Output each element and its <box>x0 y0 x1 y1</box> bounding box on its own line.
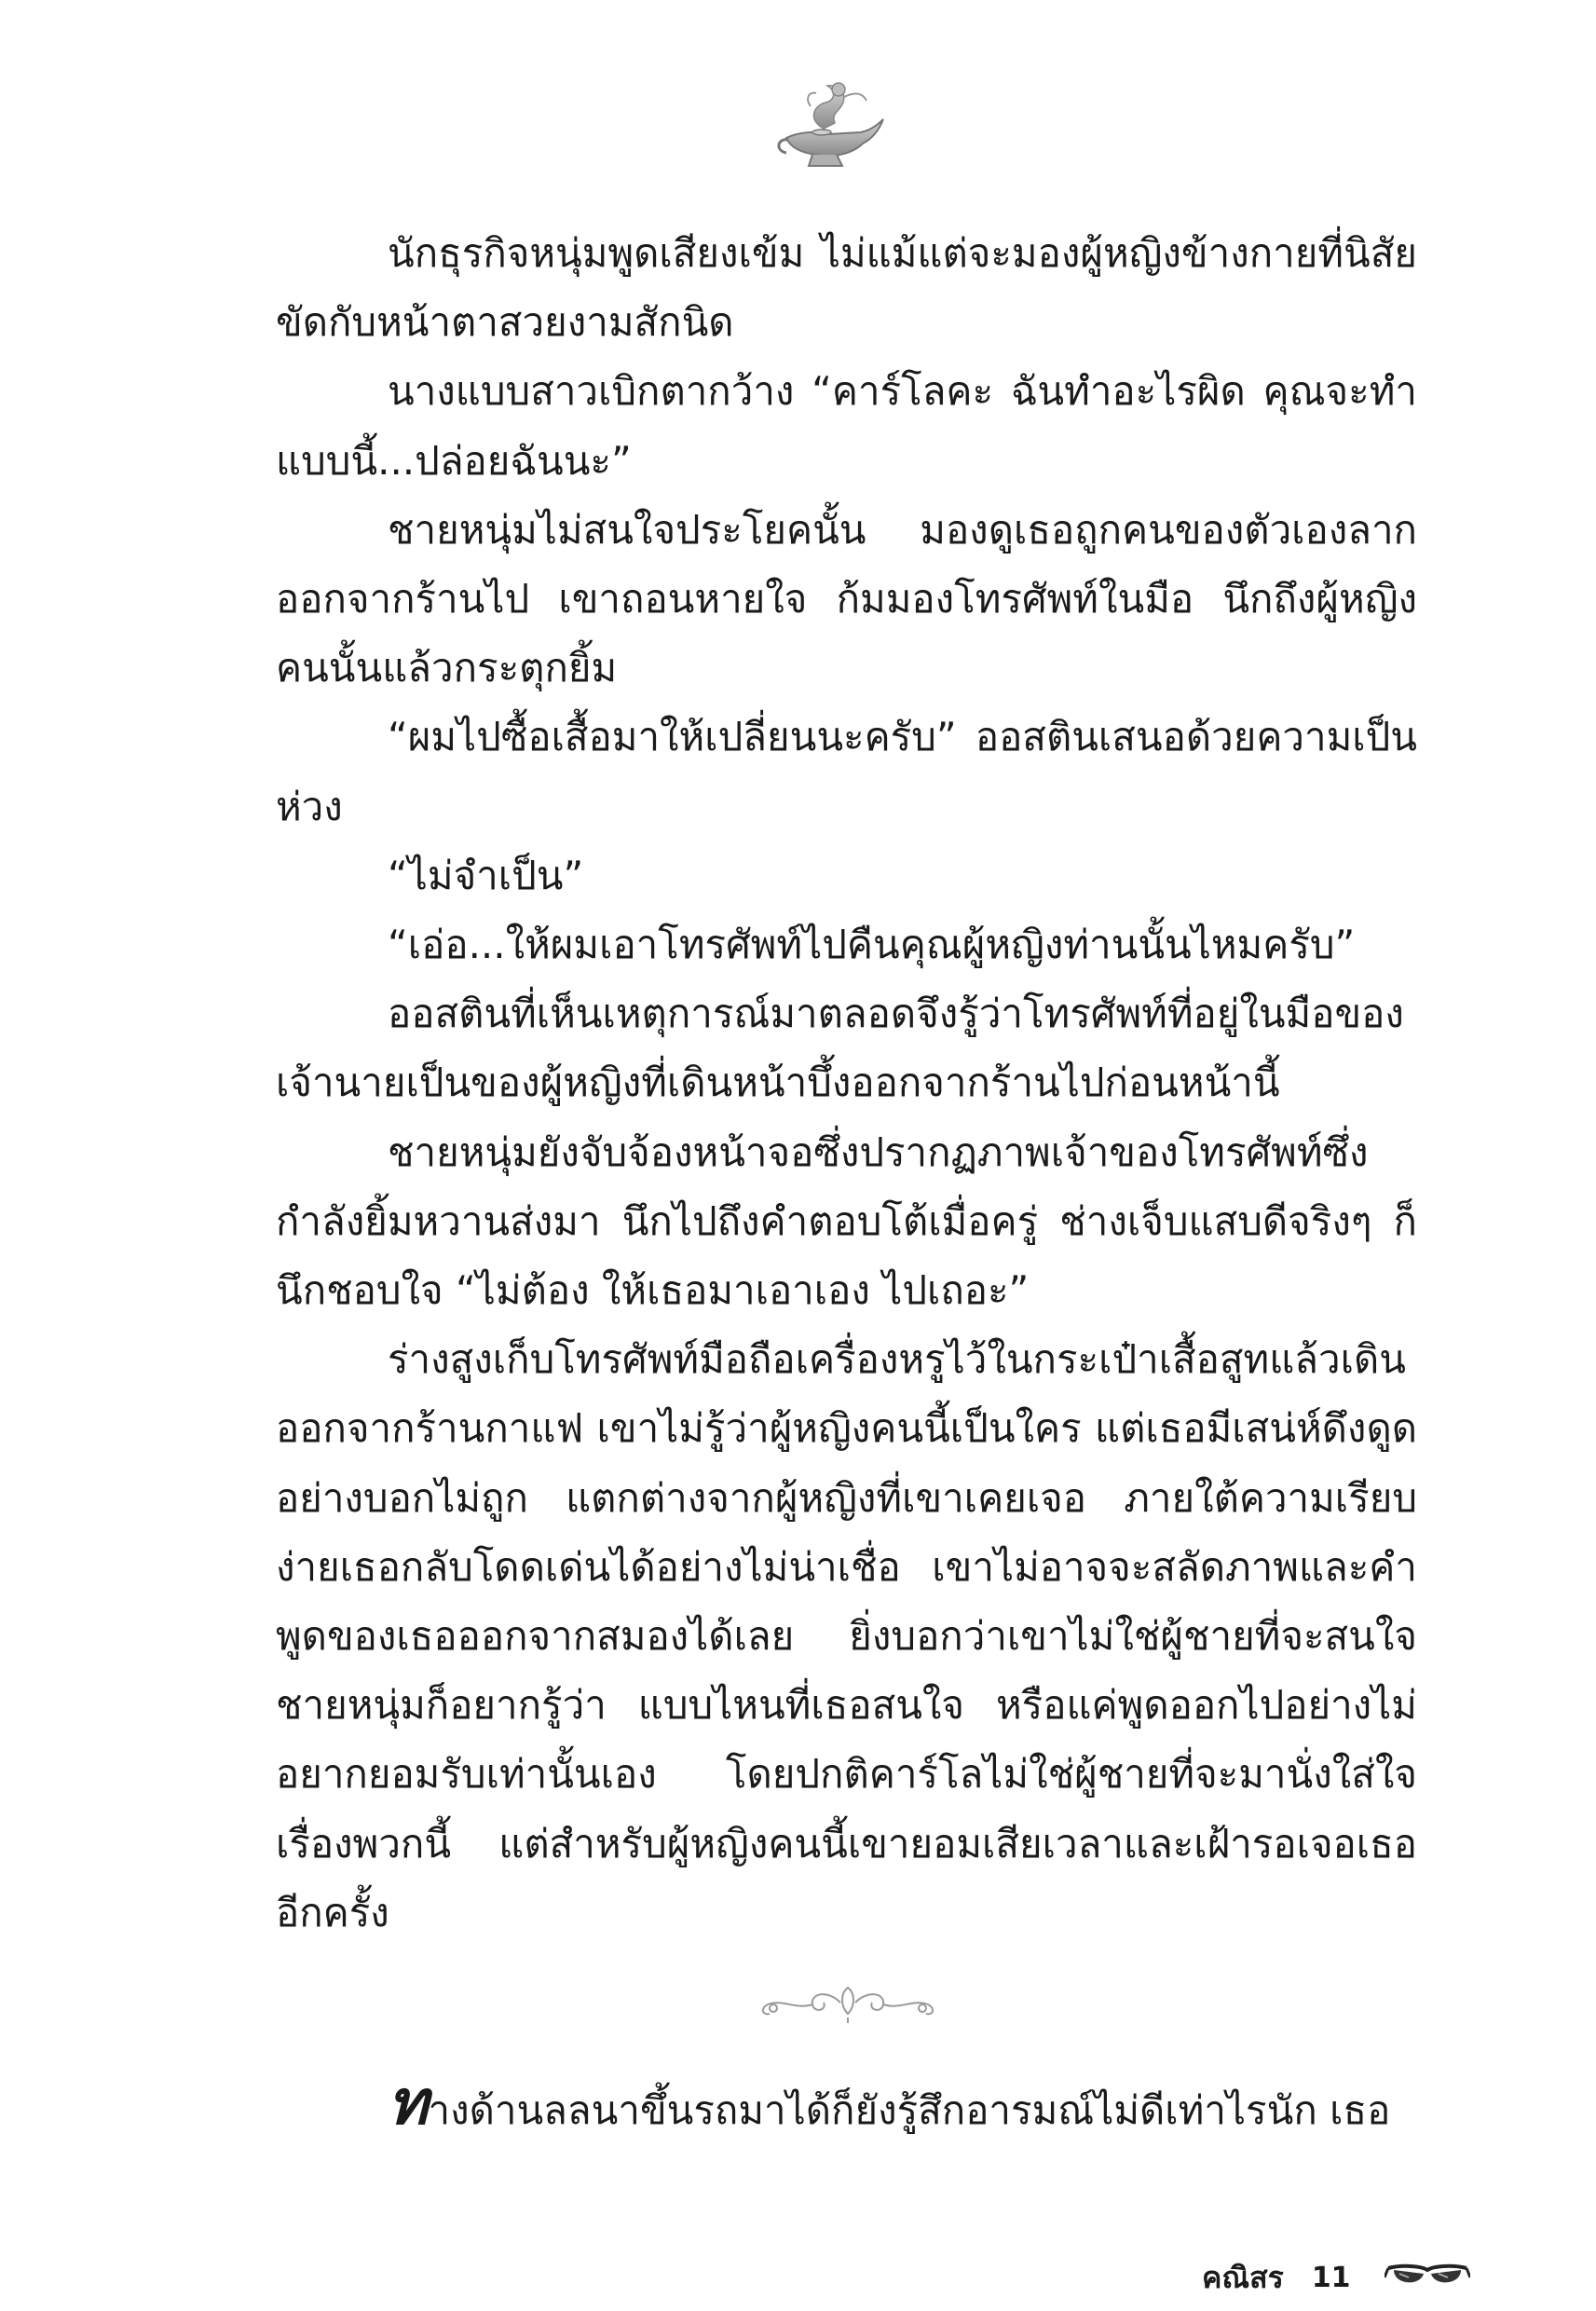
opening-paragraph <box>276 2066 1417 2145</box>
paragraph: ชายหนุ่มไม่สนใจประโยคนั้น มองดูเธอถูกคนของตัวเองลากออกจากร้านไป เขาถอนหายใจ ก้มมองโทรศัพท์ในมือ นึกถึงผู้หญิงคนนั้นแล้วกระตุกยิ้ม <box>276 506 1417 691</box>
ornamental-divider-icon <box>755 1980 941 2025</box>
paragraph: “ผมไปซื้อเสื้อมาให้เปลี่ยนนะครับ” ออสตินเสนอด้วยความเป็นห่วง <box>276 714 1417 829</box>
page-number: 11 <box>1311 2261 1351 2294</box>
paragraph-text: างด้านลลนาขึ้นรถมาได้ก็ยังรู้สึกอารมณ์ไม่ดีเท่าไรนัก เธอ <box>428 2087 1391 2133</box>
genie-lamp-icon <box>770 73 891 175</box>
body-text <box>276 219 1417 1948</box>
page-footer <box>1202 2253 1509 2302</box>
author-name: คณิสร <box>1202 2259 1284 2295</box>
paragraph: นางแบบสาวเบิกตากว้าง “คาร์โลคะ ฉันทำอะไรผิด คุณจะทำแบบนี้...ปล่อยฉันนะ” <box>276 368 1417 484</box>
paragraph: “ไม่จำเป็น” <box>388 852 584 898</box>
paragraph: ร่างสูงเก็บโทรศัพท์มือถือเครื่องหรูไว้ในกระเป๋าเสื้อสูทแล้วเดินออกจากร้านกาแฟ เขาไม่รู้ว่าผู้หญิงคนนี้เป็นใคร แต่เธอมีเสน่ห์ดึงดูดอย่างบอกไม่ถูก แตกต่างจากผู้หญิงที่เขาเคยเจอ ภายใต้ความเรียบง่ายเธอกลับโดดเด่นได้อย่างไม่น่าเชื่อ เขาไม่อาจจะสลัดภาพและคำพูดของเธอออกจากสมองได้เลย ยิ่งบอกว่าเขาไม่ใช่ผู้ชายที่จะสนใจชายหนุ่มก็อยากรู้ว่า แบบไหนที่เธอสนใจ หรือแค่พูดออกไปอย่างไม่อยากยอมรับเท่านั้นเอง โดยปกติคาร์โลไม่ใช่ผู้ชายที่จะมานั่งใส่ใจเรื่องพวกนี้ แต่สำหรับผู้หญิงคนนี้เขายอมเสียเวลาและเฝ้ารอเจอเธออีกครั้ง <box>276 1336 1417 1935</box>
paragraph: ชายหนุ่มยังจับจ้องหน้าจอซึ่งปรากฏภาพเจ้าของโทรศัพท์ซึ่งกำลังยิ้มหวานส่งมา นึกไปถึงคำตอบโต้เมื่อครู่ ช่างเจ็บแสบดีจริงๆ ก็นึกชอบใจ “ไม่ต้อง ให้เธอมาเอาเอง ไปเถอะ” <box>276 1128 1417 1314</box>
drop-letter: ท <box>388 2066 429 2139</box>
paragraph: ออสตินที่เห็นเหตุการณ์มาตลอดจึงรู้ว่าโทรศัพท์ที่อยู่ในมือของเจ้านายเป็นของผู้หญิงที่เดินหน้าบึ้งออกจากร้านไปก่อนหน้านี้ <box>276 991 1404 1106</box>
sunglasses-icon <box>1385 2259 1470 2296</box>
paragraph: นักธุรกิจหนุ่มพูดเสียงเข้ม ไม่แม้แต่จะมองผู้หญิงข้างกายที่นิสัยขัดกับหน้าตาสวยงามสักนิด <box>276 230 1417 346</box>
paragraph: “เอ่อ...ให้ผมเอาโทรศัพท์ไปคืนคุณผู้หญิงท่านนั้นไหมครับ” <box>388 922 1356 968</box>
